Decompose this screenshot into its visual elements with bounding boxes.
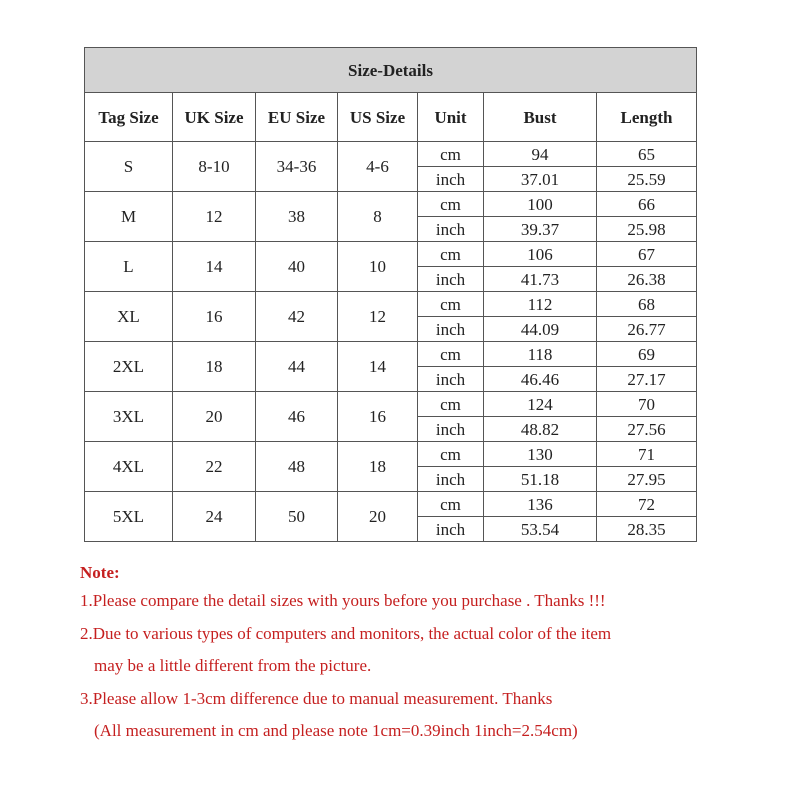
bust-cell: 100 xyxy=(484,192,597,217)
uk-size-cell: 16 xyxy=(173,292,256,342)
notes-section xyxy=(80,560,780,748)
length-cell: 65 xyxy=(597,142,697,167)
table-row xyxy=(85,442,697,467)
bust-cell: 112 xyxy=(484,292,597,317)
header-length: Length xyxy=(597,93,697,142)
length-cell: 28.35 xyxy=(597,517,697,542)
tag-size-cell: XL xyxy=(85,292,173,342)
length-cell: 27.17 xyxy=(597,367,697,392)
tag-size-cell: 4XL xyxy=(85,442,173,492)
bust-cell: 46.46 xyxy=(484,367,597,392)
header-us-size: US Size xyxy=(338,93,418,142)
unit-cell: cm xyxy=(418,242,484,267)
table-row xyxy=(85,242,697,267)
unit-cell: inch xyxy=(418,267,484,292)
unit-cell: cm xyxy=(418,192,484,217)
table-row xyxy=(85,192,697,217)
note-line-3: 3.Please allow 1-3cm difference due to manual measurement. Thanks xyxy=(80,688,553,708)
uk-size-cell: 14 xyxy=(173,242,256,292)
unit-cell: cm xyxy=(418,392,484,417)
unit-cell: inch xyxy=(418,217,484,242)
uk-size-cell: 12 xyxy=(173,192,256,242)
header-eu-size: EU Size xyxy=(256,93,338,142)
eu-size-cell: 48 xyxy=(256,442,338,492)
uk-size-cell: 18 xyxy=(173,342,256,392)
bust-cell: 48.82 xyxy=(484,417,597,442)
eu-size-cell: 38 xyxy=(256,192,338,242)
bust-cell: 124 xyxy=(484,392,597,417)
unit-cell: cm xyxy=(418,492,484,517)
length-cell: 68 xyxy=(597,292,697,317)
us-size-cell: 4-6 xyxy=(338,142,418,192)
table-row xyxy=(85,142,697,167)
header-tag-size: Tag Size xyxy=(85,93,173,142)
length-cell: 25.59 xyxy=(597,167,697,192)
bust-cell: 51.18 xyxy=(484,467,597,492)
bust-cell: 94 xyxy=(484,142,597,167)
tag-size-cell: M xyxy=(85,192,173,242)
unit-cell: inch xyxy=(418,167,484,192)
tag-size-cell: 2XL xyxy=(85,342,173,392)
eu-size-cell: 44 xyxy=(256,342,338,392)
tag-size-cell: 5XL xyxy=(85,492,173,542)
eu-size-cell: 40 xyxy=(256,242,338,292)
us-size-cell: 18 xyxy=(338,442,418,492)
table-row xyxy=(85,292,697,317)
length-cell: 25.98 xyxy=(597,217,697,242)
length-cell: 71 xyxy=(597,442,697,467)
eu-size-cell: 42 xyxy=(256,292,338,342)
unit-cell: inch xyxy=(418,517,484,542)
length-cell: 72 xyxy=(597,492,697,517)
uk-size-cell: 20 xyxy=(173,392,256,442)
length-cell: 67 xyxy=(597,242,697,267)
unit-cell: inch xyxy=(418,367,484,392)
bust-cell: 44.09 xyxy=(484,317,597,342)
unit-cell: inch xyxy=(418,417,484,442)
length-cell: 27.56 xyxy=(597,417,697,442)
tag-size-cell: 3XL xyxy=(85,392,173,442)
us-size-cell: 10 xyxy=(338,242,418,292)
note-line-2-continued: may be a little different from the picture. xyxy=(94,656,372,675)
us-size-cell: 12 xyxy=(338,292,418,342)
note-line-1: 1.Please compare the detail sizes with yours before you purchase . Thanks !!! xyxy=(80,591,606,610)
length-cell: 70 xyxy=(597,392,697,417)
eu-size-cell: 46 xyxy=(256,392,338,442)
header-row xyxy=(85,93,697,142)
unit-cell: cm xyxy=(418,442,484,467)
note-line-3-continued: (All measurement in cm and please note 1cm=0.39inch 1inch=2.54cm) xyxy=(94,721,578,740)
unit-cell: inch xyxy=(418,467,484,492)
bust-cell: 41.73 xyxy=(484,267,597,292)
table-title: Size-Details xyxy=(85,48,697,93)
size-details-table xyxy=(84,47,697,542)
table-row xyxy=(85,342,697,367)
bust-cell: 136 xyxy=(484,492,597,517)
header-unit: Unit xyxy=(418,93,484,142)
bust-cell: 106 xyxy=(484,242,597,267)
us-size-cell: 14 xyxy=(338,342,418,392)
note-line-2: 2.Due to various types of computers and monitors, the actual color of the item xyxy=(80,623,612,643)
unit-cell: inch xyxy=(418,317,484,342)
length-cell: 69 xyxy=(597,342,697,367)
uk-size-cell: 22 xyxy=(173,442,256,492)
length-cell: 26.38 xyxy=(597,267,697,292)
bust-cell: 53.54 xyxy=(484,517,597,542)
header-bust: Bust xyxy=(484,93,597,142)
us-size-cell: 20 xyxy=(338,492,418,542)
table-row xyxy=(85,392,697,417)
table-row xyxy=(85,492,697,517)
unit-cell: cm xyxy=(418,342,484,367)
length-cell: 27.95 xyxy=(597,467,697,492)
us-size-cell: 8 xyxy=(338,192,418,242)
length-cell: 26.77 xyxy=(597,317,697,342)
us-size-cell: 16 xyxy=(338,392,418,442)
unit-cell: cm xyxy=(418,292,484,317)
bust-cell: 118 xyxy=(484,342,597,367)
bust-cell: 130 xyxy=(484,442,597,467)
uk-size-cell: 24 xyxy=(173,492,256,542)
header-uk-size: UK Size xyxy=(173,93,256,142)
bust-cell: 37.01 xyxy=(484,167,597,192)
bust-cell: 39.37 xyxy=(484,217,597,242)
length-cell: 66 xyxy=(597,192,697,217)
note-title: Note: xyxy=(80,563,120,582)
eu-size-cell: 50 xyxy=(256,492,338,542)
tag-size-cell: S xyxy=(85,142,173,192)
unit-cell: cm xyxy=(418,142,484,167)
uk-size-cell: 8-10 xyxy=(173,142,256,192)
tag-size-cell: L xyxy=(85,242,173,292)
eu-size-cell: 34-36 xyxy=(256,142,338,192)
